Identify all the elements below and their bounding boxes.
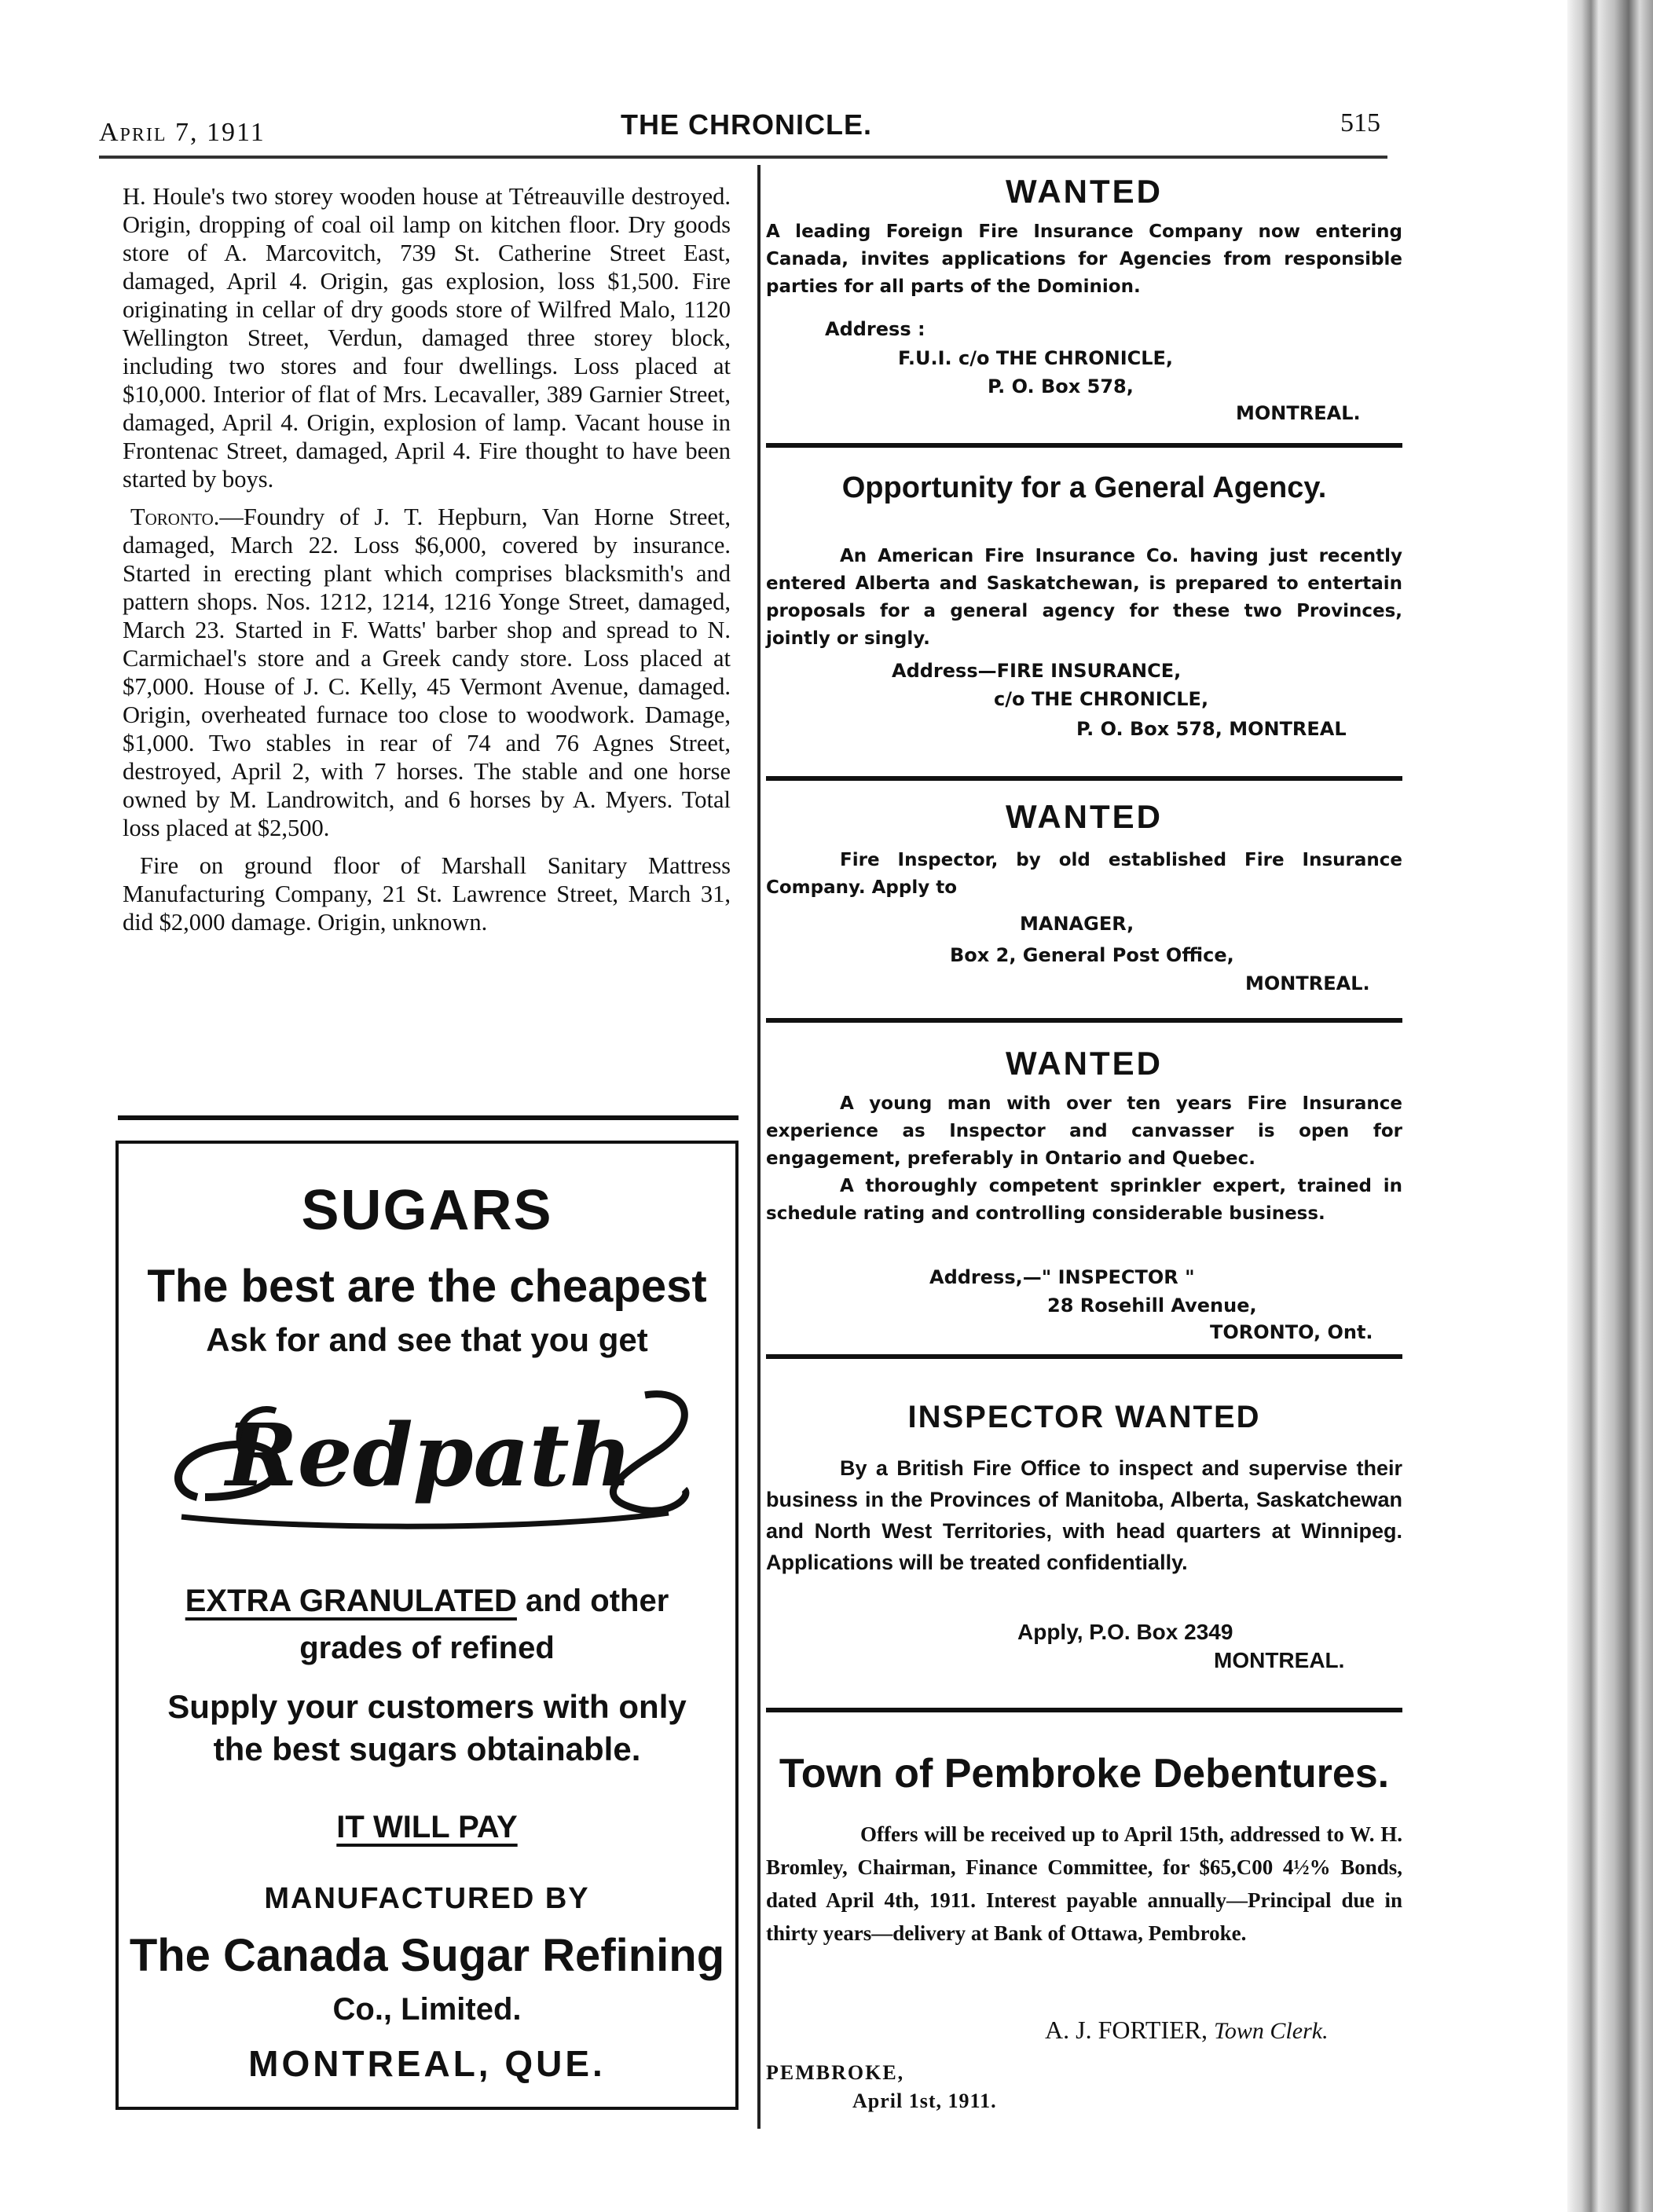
ad-title: Opportunity for a General Agency. <box>841 471 1327 504</box>
ad-body: A young man with over ten years Fire Insurance experience as Inspector and canvasser is open for engagement, preferably in Ontario and Quebec. A thoroughly competent sprinkler expert, trained in schedule rating and controlling considerable business. <box>766 1093 1402 1224</box>
address-line: MONTREAL. <box>1236 402 1361 424</box>
ad-callout: IT WILL PAY <box>336 1810 518 1844</box>
header-rule <box>99 156 1387 159</box>
address-label: Address : <box>825 318 925 340</box>
column-divider <box>757 165 761 2129</box>
section-rule <box>766 443 1402 448</box>
dateline-place: PEMBROKE, <box>766 2061 905 2084</box>
product-grades: grades of refined <box>299 1631 555 1665</box>
redpath-script-logo <box>150 1379 708 1536</box>
address-line: Apply, P.O. Box 2349 <box>1017 1620 1233 1644</box>
section-rule <box>118 1115 739 1120</box>
ad-body: Fire Inspector, by old established Fire Insurance Company. Apply to <box>766 850 1402 898</box>
product-name: EXTRA GRANULATED <box>185 1584 517 1618</box>
signer-title: Town Clerk. <box>1213 2018 1329 2044</box>
address-line: P. O. Box 578, <box>988 375 1134 397</box>
redpath-logo <box>150 1379 708 1536</box>
address-line: MONTREAL. <box>1245 972 1370 994</box>
manufacturer-city: MONTREAL, QUE. <box>248 2043 606 2084</box>
address-line: c/o THE CHRONICLE, <box>994 688 1209 710</box>
news-paragraph: H. Houle's two storey wooden house at Tétreauville destroyed. Origin, dropping of coal oil lamp on kitchen floor. Dry goods store of A. Marcovitch, 739 St. Catherine Street East, damaged, April 4. Origin, gas explosion, loss $1,500. Fire originating in cellar of dry goods store of Wilfred Malo, 1120 Wellington Street, Verdun, damaged three storey block, including two stores and four dwellings. Loss placed at $10,000. Interior of flat of Mrs. Lecavaller, 389 Garnier Street, damaged, April 4. Origin, explosion of lamp. Vacant house in Frontenac Street, damaged, April 4. Fire thought to have been started by boys. <box>123 183 731 493</box>
publication-title: THE CHRONICLE. <box>621 108 872 141</box>
general-agency-ad <box>766 471 1402 754</box>
address-line: MONTREAL. <box>1214 1648 1345 1672</box>
city-lead: Toronto. <box>130 504 220 530</box>
product-line <box>119 1584 735 1619</box>
pitch-line: the best sugars obtainable. <box>213 1730 641 1767</box>
manufacturer-name: The Canada Sugar Refining <box>129 1930 725 1981</box>
pitch-line: Supply your customers with only <box>167 1688 687 1725</box>
page-binding-edge <box>1567 0 1653 2212</box>
address-line: Address,—" INSPECTOR " <box>929 1266 1195 1288</box>
news-text: —Foundry of J. T. Hepburn, Van Horne Street, damaged, March 22. Loss $6,000, covered by insurance. Started in erecting plant which comprises blacksmith's and pattern shops. Nos. 1212, 1214, 1216 Yonge Street, damaged, March 23. Started in F. Watts' barber shop and spread to N. Carmichael's store and a Greek candy store. Loss placed at $7,000. House of J. C. Kelly, 45 Vermont Avenue, damaged. Origin, overheated furnace too close to woodwork. Damage, $1,000. Two stables in rear of 74 and 76 Agnes Street, destroyed, April 2, with 7 horses. The stable and one horse owned by M. Landrowitch, and 6 horses by A. Myers. Total loss placed at $2,500. <box>123 504 731 841</box>
signer-name: A. J. FORTIER, <box>1045 2016 1208 2044</box>
ad-title: WANTED <box>1006 1045 1163 1082</box>
address-line: 28 Rosehill Avenue, <box>1047 1295 1257 1317</box>
news-paragraph: Fire on ground floor of Marshall Sanitary Mattress Manufacturing Company, 21 St. Lawrence Street, March 31, did $2,000 damage. Origin, unknown. <box>123 852 731 936</box>
address-line: MANAGER, <box>1020 913 1134 935</box>
ad-body: A leading Foreign Fire Insurance Company now entering Canada, invites applications for Agencies from responsible parties for all parts of the Dominion. <box>766 222 1402 297</box>
ad-slogan: The best are the cheapest <box>147 1261 707 1312</box>
inspector-wanted-ad <box>766 1400 1402 1698</box>
ad-body: By a British Fire Office to inspect and supervise their business in the Provinces of Manitoba, Alberta, Saskatchewan and North West Territories, with head quarters at Winnipeg. Applications will be treated confidentially. <box>766 1456 1402 1574</box>
dateline-date: April 1st, 1911. <box>852 2089 997 2112</box>
section-rule <box>766 776 1402 781</box>
issue-date: April 7, 1911 <box>99 118 266 147</box>
page-header <box>0 108 1567 156</box>
svg-text:Redpath: Redpath <box>225 1404 632 1506</box>
wanted-agencies-ad <box>766 173 1402 432</box>
ad-title: Town of Pembroke Debentures. <box>779 1751 1390 1796</box>
ad-body: Offers will be received up to April 15th, addressed to W. H. Bromley, Chairman, Finance Committee, for $65,C00 4½% Bonds, dated April 4th, 1911. Interest payable annually—Principal due in thirty years—delivery at Bank of Ottawa, Pembroke. <box>766 1822 1402 1945</box>
ad-title: INSPECTOR WANTED <box>907 1400 1261 1434</box>
address-line: TORONTO, Ont. <box>1210 1321 1373 1343</box>
ad-body: An American Fire Insurance Co. having just recently entered Alberta and Saskatchewan, is prepared to entertain proposals for a general agency for these two Provinces, jointly or singly. <box>766 546 1402 649</box>
pembroke-debentures-ad <box>766 1750 1402 2119</box>
address-line: F.U.I. c/o THE CHRONICLE, <box>898 347 1174 369</box>
section-rule <box>766 1354 1402 1359</box>
news-paragraph-toronto <box>123 503 731 842</box>
section-rule <box>766 1708 1402 1712</box>
address-line: P. O. Box 578, MONTREAL <box>1076 718 1347 740</box>
ad-title: WANTED <box>1006 798 1163 835</box>
ad-subslogan: Ask for and see that you get <box>206 1321 648 1358</box>
section-rule <box>766 1018 1402 1023</box>
wanted-inspector-ad <box>766 798 1402 1018</box>
page-number: 515 <box>1340 108 1380 137</box>
wanted-position-ad <box>766 1045 1402 1343</box>
manufacturer-suffix: Co., Limited. <box>332 1992 522 2027</box>
product-line-rest: and other <box>516 1584 669 1618</box>
address-line: Box 2, General Post Office, <box>950 944 1234 966</box>
signature-line <box>1045 2016 1329 2045</box>
fire-news-column <box>123 182 731 946</box>
sugar-advertisement <box>115 1141 739 2110</box>
ad-headline: SUGARS <box>301 1179 553 1242</box>
ad-title: WANTED <box>1006 173 1163 210</box>
address-line: Address—FIRE INSURANCE, <box>892 660 1182 682</box>
ad-pitch <box>119 1686 735 1771</box>
manufacturer-label: MANUFACTURED BY <box>264 1882 590 1915</box>
